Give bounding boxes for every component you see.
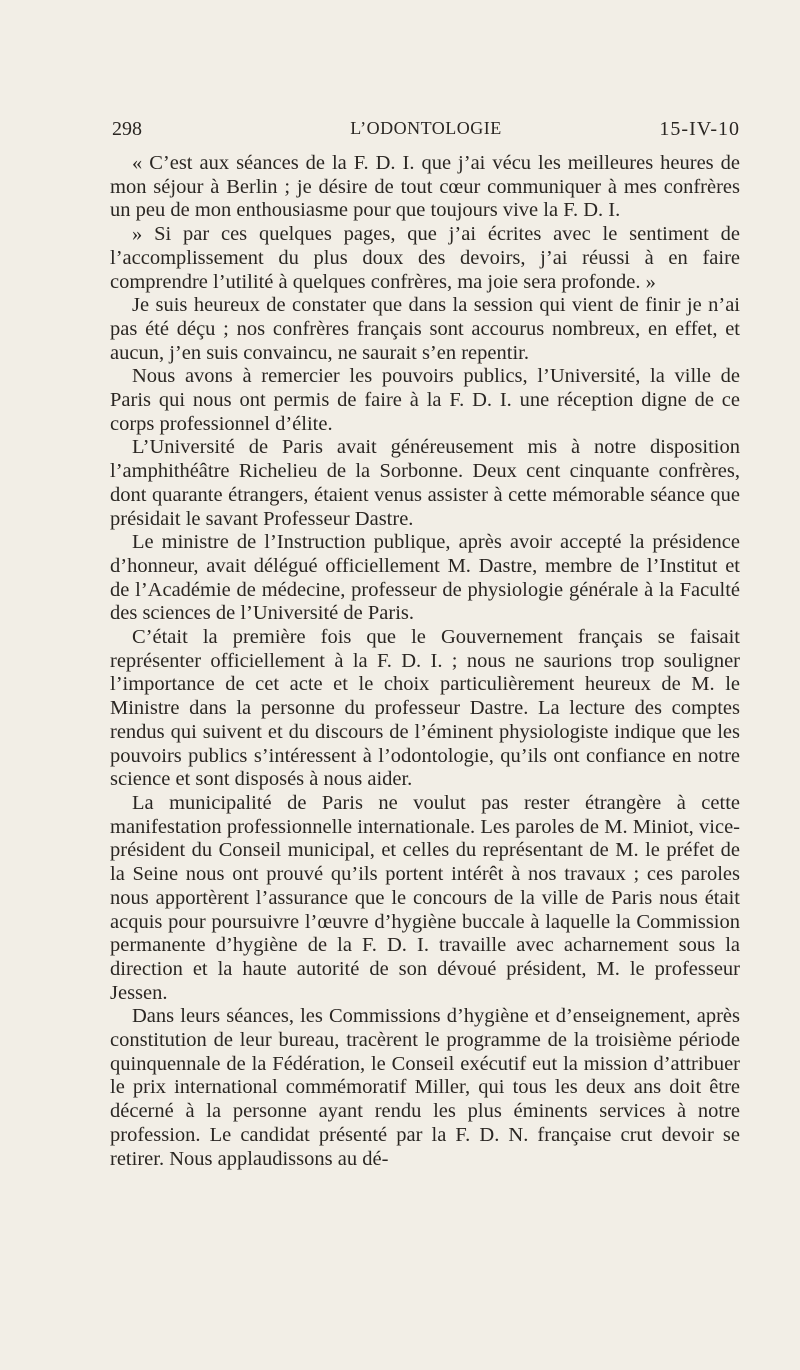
paragraph: Je suis heureux de constater que dans la session qui vient de finir je n’ai pas été déçu ; nos confrères français sont accourus nombreux, en effet, et aucun, j’en suis convaincu, ne saurait s’en repentir. bbox=[110, 294, 740, 364]
body-text bbox=[110, 152, 740, 1171]
paragraph: » Si par ces quelques pages, que j’ai écrites avec le sentiment de l’accomplissement du plus doux des devoirs, j’ai réussi à en faire comprendre l’utilité à quelques confrères, ma joie sera profonde. » bbox=[110, 223, 740, 293]
paragraph: La municipalité de Paris ne voulut pas rester étrangère à cette manifestation professionnelle internationale. Les paroles de M. Miniot, vice-président du Conseil municipal, et celles du représentant de M. le préfet de la Seine nous ont prouvé qu’ils portent intérêt à nos travaux ; ces paroles nous apportèrent l’assurance que le concours de la ville de Paris nous était acquis pour poursuivre l’œuvre d’hygiène buccale à laquelle la Commission permanente d’hygiène de la F. D. I. travaille avec acharnement sous la direction et la haute autorité de son dévoué président, M. le professeur Jessen. bbox=[110, 791, 740, 1004]
issue-date: 15-IV-10 bbox=[659, 118, 740, 140]
paragraph: C’était la première fois que le Gouvernement français se faisait représenter officiellement à la F. D. I. ; nous ne saurions trop souligner l’importance de cet acte et le choix particulièrement heureux de M. le Ministre dans la personne du professeur Dastre. La lecture des comptes rendus qui suivent et du discours de l’éminent physiologiste indique que les pouvoirs publics s’intéressent à l’odontologie, qu’ils ont confiance en notre science et sont disposés à nous aider. bbox=[110, 626, 740, 791]
paragraph: Le ministre de l’Instruction publique, après avoir accepté la présidence d’honneur, avait délégué officiellement M. Dastre, membre de l’Institut et de l’Académie de médecine, professeur de physiologie générale à la Faculté des sciences de l’Université de Paris. bbox=[110, 531, 740, 625]
paragraph: L’Université de Paris avait généreusement mis à notre disposition l’amphithéâtre Richelieu de la Sorbonne. Deux cent cinquante confrères, dont quarante étrangers, étaient venus assister à cette mémorable séance que présidait le savant Professeur Dastre. bbox=[110, 436, 740, 530]
running-title: L’ODONTOLOGIE bbox=[350, 118, 502, 138]
page-number: 298 bbox=[112, 118, 142, 140]
paragraph: Nous avons à remercier les pouvoirs publics, l’Université, la ville de Paris qui nous ont permis de faire à la F. D. I. une réception digne de ce corps professionnel d’élite. bbox=[110, 365, 740, 435]
running-header bbox=[112, 118, 740, 148]
paragraph: « C’est aux séances de la F. D. I. que j’ai vécu les meilleures heures de mon séjour à Berlin ; je désire de tout cœur communiquer à mes confrères un peu de mon enthousiasme pour que toujours vive la F. D. I. bbox=[110, 152, 740, 222]
paragraph: Dans leurs séances, les Commissions d’hygiène et d’enseignement, après constitution de leur bureau, tracèrent le programme de la troisième période quinquennale de la Fédération, le Conseil exécutif eut la mission d’attribuer le prix international commémoratif Miller, qui tous les deux ans doit être décerné à la personne ayant rendu les plus éminents services à notre profession. Le candidat présenté par la F. D. N. française crut devoir se retirer. Nous applaudissons au dé- bbox=[110, 1005, 740, 1170]
